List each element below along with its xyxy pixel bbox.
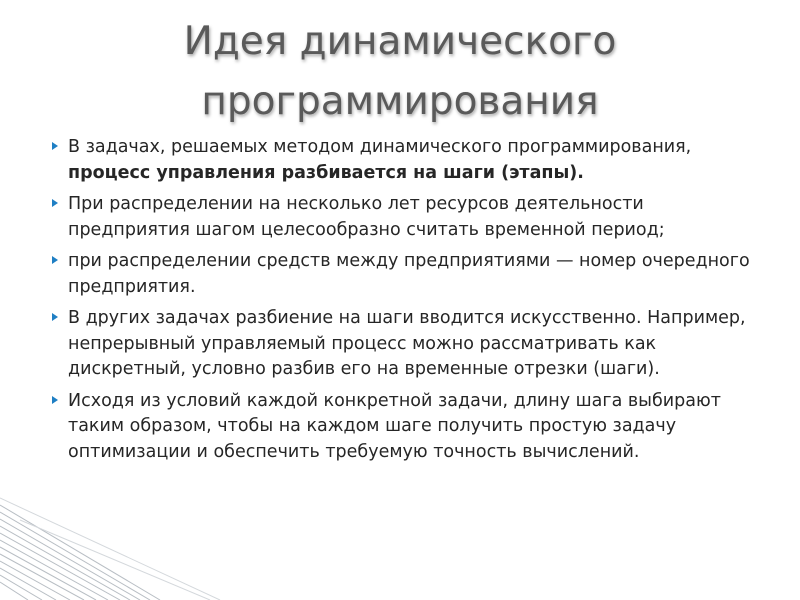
list-item (50, 135, 760, 186)
list-item-bold-text: процесс управления разбивается на шаги (этапы). (68, 162, 584, 183)
list-item-text: В задачах, решаемых методом динамического программирования, (68, 137, 692, 157)
triangle-bullet-icon (52, 142, 58, 150)
list-item-text: при распределении средств между предприятиями — номер очередного предприятия. (68, 251, 750, 297)
list-item (50, 192, 760, 243)
list-item-text: В других задачах разбиение на шаги вводится искусственно. Например, непрерывный управляемый процесс можно рассматривать как дискретный, условно разбив его на временные отрезки (шаги). (68, 308, 746, 379)
list-item (50, 389, 760, 466)
triangle-bullet-icon (52, 199, 58, 207)
triangle-bullet-icon (52, 313, 58, 321)
list-item-text: При распределении на несколько лет ресурсов деятельности предприятия шагом целесообразно считать временной период; (68, 194, 665, 240)
triangle-bullet-icon (52, 396, 58, 404)
slide-title-line-2: программирования (201, 79, 599, 124)
slide-title (60, 12, 740, 132)
slide-title-line-1: Идея динамического (183, 19, 617, 64)
triangle-bullet-icon (52, 256, 58, 264)
list-item (50, 306, 760, 383)
list-item-text: Исходя из условий каждой конкретной задачи, длину шага выбирают таким образом, чтобы на каждом шаге получить простую задачу оптимизации и обеспечить требуемую точность вычислений. (68, 390, 721, 462)
list-item (50, 249, 760, 300)
bullet-list (50, 135, 760, 471)
